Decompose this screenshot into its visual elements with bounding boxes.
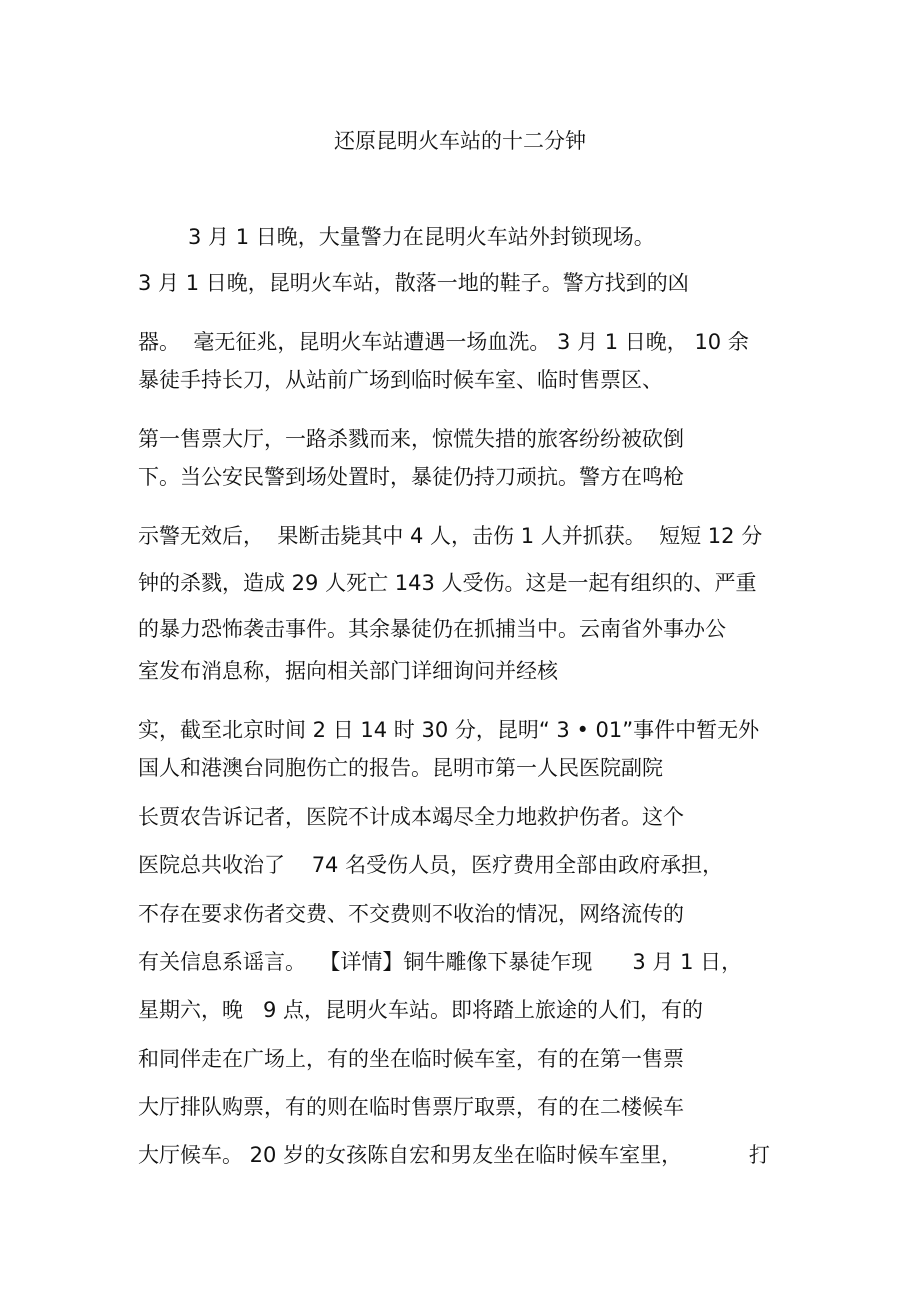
text-line-20: 大厅候车。 20 岁的女孩陈自宏和男友坐在临时候车室里， 打 (138, 1143, 770, 1167)
text-line-1: 3 月 1 日晚，大量警力在昆明火车站外封锁现场。 (188, 225, 655, 249)
text-line-3: 器。 毫无征兆，昆明火车站遭遇一场血洗。 3 月 1 日晚， 10 余 (138, 330, 749, 354)
text-line-5: 第一售票大厅，一路杀戮而来，惊慌失措的旅客纷纷被砍倒 (138, 427, 684, 451)
text-line-10: 室发布消息称，据向相关部门详细询问并经核 (138, 659, 558, 683)
text-line-18: 和同伴走在广场上，有的坐在临时候车室，有的在第一售票 (138, 1047, 684, 1071)
document-title: 还原昆明火车站的十二分钟 (334, 129, 586, 153)
text-line-19: 大厅排队购票，有的则在临时售票厅取票，有的在二楼候车 (138, 1095, 684, 1119)
text-line-14: 医院总共收治了 74 名受伤人员，医疗费用全部由政府承担， (138, 853, 724, 877)
text-line-2: 3 月 1 日晚，昆明火车站，散落一地的鞋子。警方找到的凶 (138, 271, 689, 295)
text-line-12: 国人和港澳台同胞伤亡的报告。昆明市第一人民医院副院 (138, 756, 663, 780)
text-line-16: 有关信息系谣言。 【详情】铜牛雕像下暴徒乍现 3 月 1 日， (138, 950, 743, 974)
text-line-4: 暴徒手持长刀，从站前广场到临时候车室、临时售票区、 (138, 368, 663, 392)
text-line-6: 下。当公安民警到场处置时，暴徒仍持刀顽抗。警方在鸣枪 (138, 465, 684, 489)
text-line-11: 实，截至北京时间 2 日 14 时 30 分，昆明“ 3 • 01”事件中暂无外 (138, 718, 760, 742)
text-line-15: 不存在要求伤者交费、不交费则不收治的情况，网络流传的 (138, 902, 684, 926)
text-line-13: 长贾农告诉记者，医院不计成本竭尽全力地救护伤者。这个 (138, 805, 684, 829)
text-line-7: 示警无效后， 果断击毙其中 4 人，击伤 1 人并抓获。 短短 12 分 (138, 524, 763, 548)
text-line-8: 钟的杀戮，造成 29 人死亡 143 人受伤。这是一起有组织的、严重 (138, 571, 757, 595)
text-line-9: 的暴力恐怖袭击事件。其余暴徒仍在抓捕当中。云南省外事办公 (138, 617, 726, 641)
text-line-17: 星期六，晚 9 点，昆明火车站。即将踏上旅途的人们，有的 (138, 998, 704, 1022)
